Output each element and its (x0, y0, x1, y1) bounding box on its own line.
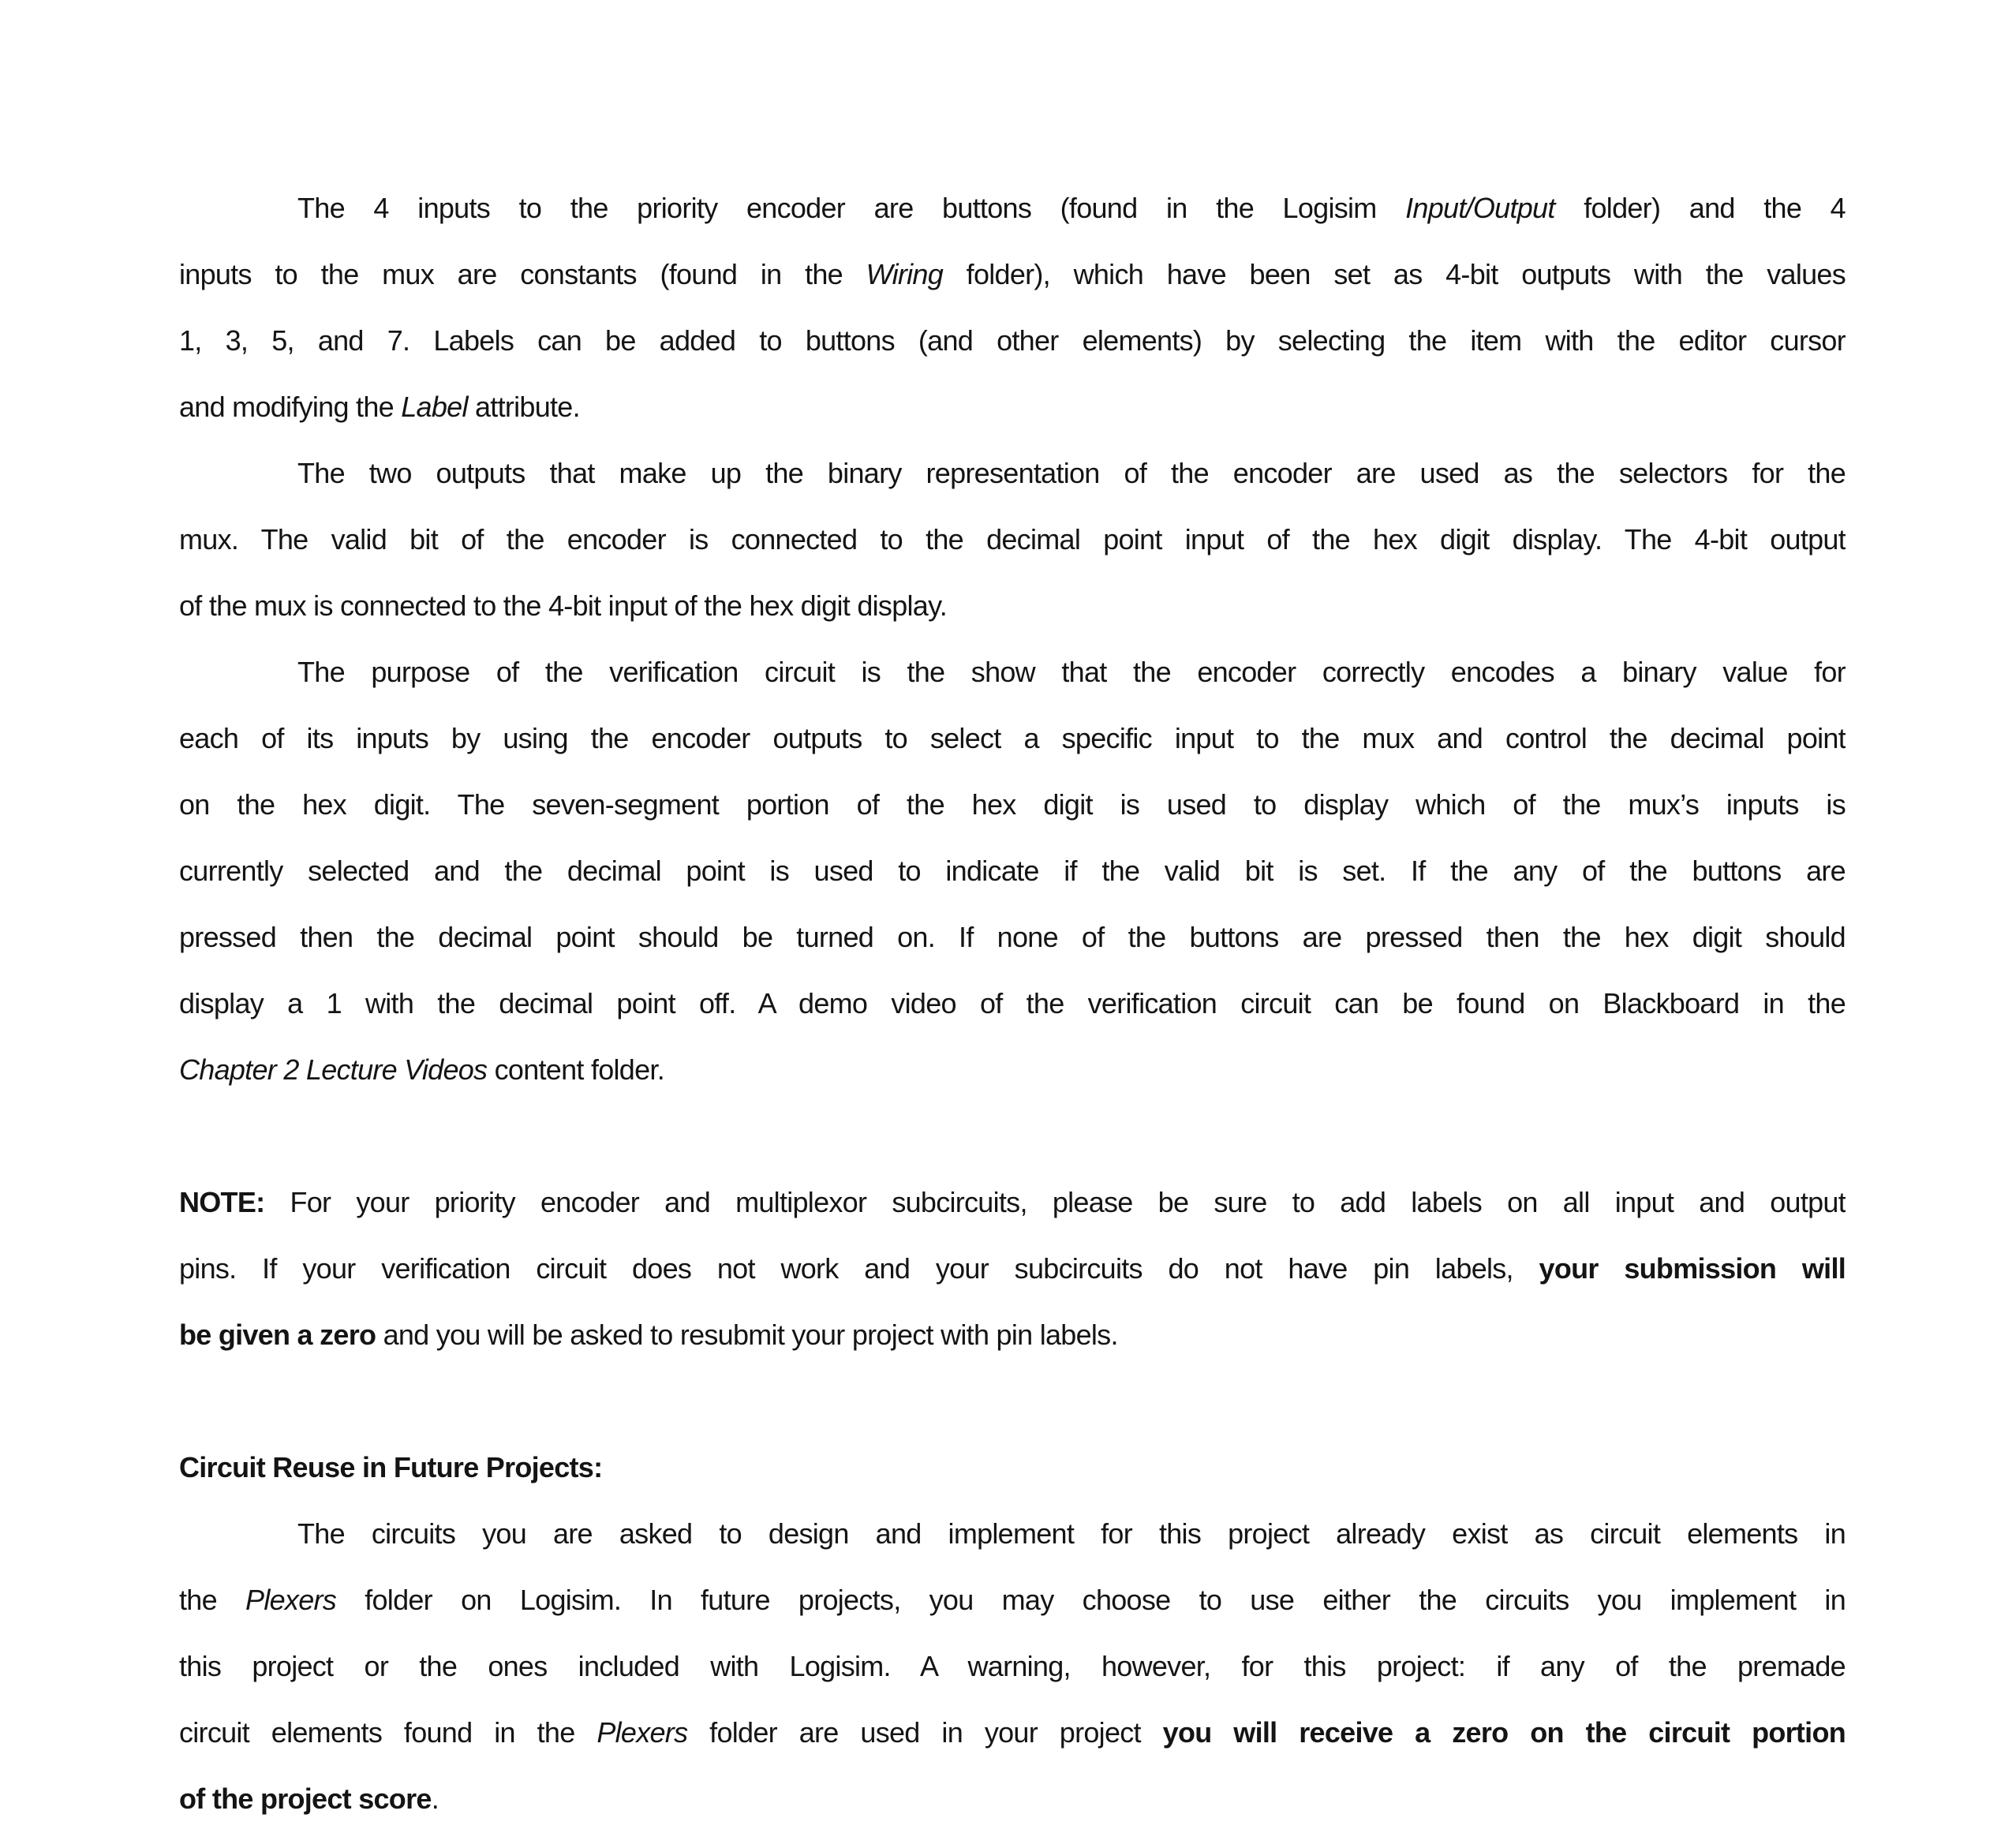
text-line (179, 904, 1846, 971)
text-run: inputs to the mux are constants (found in the (179, 258, 866, 290)
text-line (179, 772, 1846, 838)
text-line (179, 705, 1846, 772)
text-run: . (431, 1783, 439, 1815)
text-run: on the hex digit. The seven-segment portion of the hex digit is used to display which of the mux’s inputs is (179, 788, 1846, 821)
text-line (179, 308, 1846, 374)
text-run: folder are used in your project (687, 1716, 1163, 1749)
italic-text-run: Plexers (596, 1716, 688, 1749)
text-line (179, 838, 1846, 904)
text-run: folder), which have been set as 4-bit outputs with the values (943, 258, 1846, 290)
bold-text-run: your submission will (1539, 1252, 1846, 1285)
text-run: of the mux is connected to the 4-bit input of the hex digit display. (179, 589, 947, 622)
italic-text-run: Plexers (245, 1584, 337, 1616)
text-run: The 4 inputs to the priority encoder are buttons (found in the Logisim (297, 192, 1406, 224)
text-run: The purpose of the verification circuit is the show that the encoder correctly encodes a binary value for (297, 656, 1846, 688)
text-line (179, 1037, 1846, 1103)
text-run: folder) and the 4 (1554, 192, 1846, 224)
text-line (179, 573, 1846, 639)
text-line (179, 374, 1846, 440)
text-run: For your priority encoder and multiplexor subcircuits, please be sure to add labels on all input and output (264, 1186, 1846, 1218)
text-run: and modifying the (179, 391, 402, 423)
text-run: pins. If your verification circuit does not work and your subcircuits do not have pin labels, (179, 1252, 1539, 1285)
text-line (179, 639, 1846, 705)
bold-text-run: of the project score (179, 1783, 432, 1815)
italic-text-run: Input/Output (1405, 192, 1555, 224)
text-line (179, 1501, 1846, 1567)
text-run: this project or the ones included with Logisim. A warning, however, for this project: if any of the premade (179, 1650, 1846, 1682)
text-run: display a 1 with the decimal point off. A demo video of the verification circuit can be found on Blackboard in the (179, 987, 1846, 1019)
text-line (179, 440, 1846, 507)
text-line (179, 1236, 1846, 1302)
text-line (179, 241, 1846, 308)
text-line (179, 1435, 1846, 1501)
text-run: 1, 3, 5, and 7. Labels can be added to buttons (and other elements) by selecting the item with the editor cursor (179, 324, 1846, 357)
text-run: The two outputs that make up the binary representation of the encoder are used as the selectors for the (297, 457, 1846, 489)
text-run: circuit elements found in the (179, 1716, 597, 1749)
text-line (179, 1302, 1846, 1368)
text-line (179, 1169, 1846, 1236)
text-run: content folder. (487, 1053, 664, 1086)
italic-text-run: Chapter 2 Lecture Videos (179, 1053, 488, 1086)
blank-line (179, 1103, 1846, 1169)
text-line (179, 1567, 1846, 1633)
text-run: mux. The valid bit of the encoder is connected to the decimal point input of the hex digit display. The 4-bit output (179, 523, 1846, 556)
italic-text-run: Wiring (866, 258, 944, 290)
text-line (179, 175, 1846, 241)
document-body (179, 175, 1846, 1832)
text-line (179, 1766, 1846, 1832)
bold-text-run: be given a zero (179, 1319, 376, 1351)
text-run: the (179, 1584, 246, 1616)
text-run: currently selected and the decimal point is used to indicate if the valid bit is set. If the any of the buttons are (179, 855, 1846, 887)
bold-text-run: you will receive a zero on the circuit portion (1162, 1716, 1846, 1749)
text-run: pressed then the decimal point should be turned on. If none of the buttons are pressed then the hex digit should (179, 921, 1846, 953)
text-run: The circuits you are asked to design and implement for this project already exist as circuit elements in (297, 1517, 1846, 1550)
text-run: attribute. (467, 391, 580, 423)
text-run: and you will be asked to resubmit your project with pin labels. (376, 1319, 1118, 1351)
text-run: each of its inputs by using the encoder outputs to select a specific input to the mux and control the decimal point (179, 722, 1846, 754)
bold-text-run: Circuit Reuse in Future Projects: (179, 1451, 603, 1483)
blank-line (179, 1368, 1846, 1435)
text-line (179, 1700, 1846, 1766)
bold-text-run: NOTE: (179, 1186, 265, 1218)
text-line (179, 1633, 1846, 1700)
text-line (179, 507, 1846, 573)
text-line (179, 971, 1846, 1037)
text-run: folder on Logisim. In future projects, you may choose to use either the circuits you implement in (336, 1584, 1846, 1616)
italic-text-run: Label (401, 391, 468, 423)
